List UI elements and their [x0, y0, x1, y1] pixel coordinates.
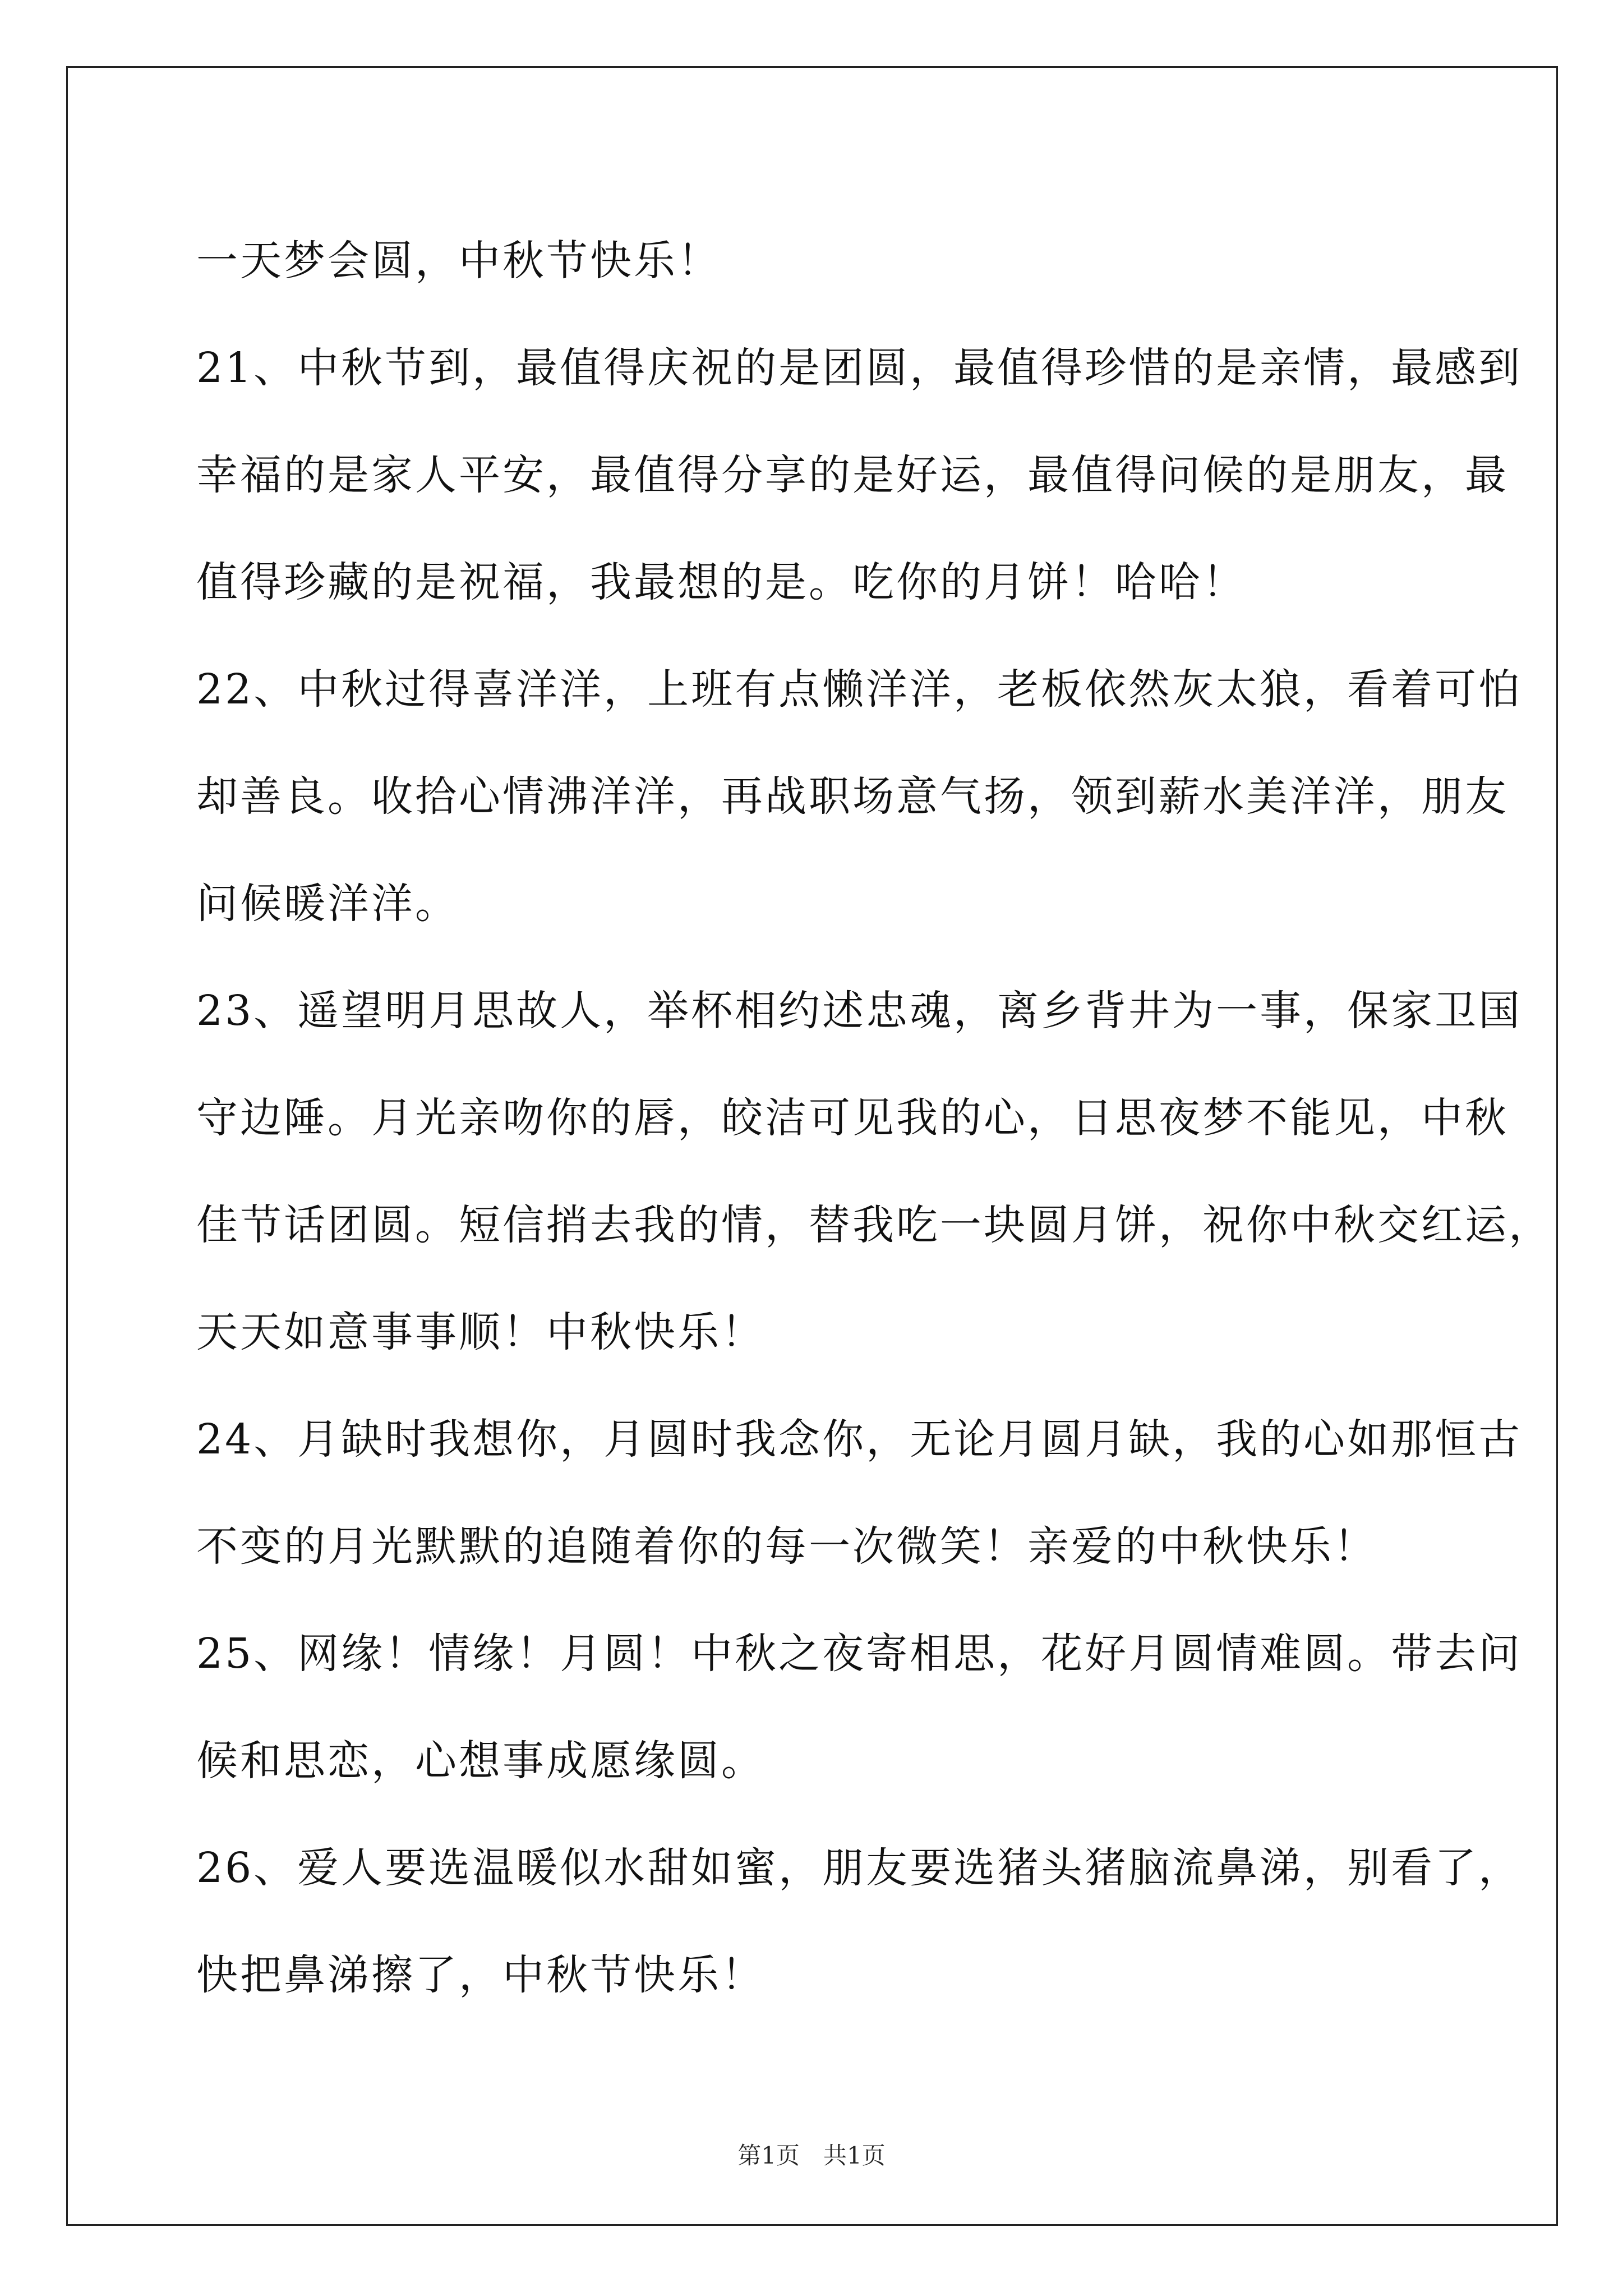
text-line: 26、爱人要选温暖似水甜如蜜，朋友要选猪头猪脑流鼻涕，别看了，	[196, 1844, 1523, 1892]
text-line: 却善良。收拾心情沸洋洋，再战职场意气扬，领到薪水美洋洋，朋友	[196, 772, 1509, 821]
document-body	[196, 208, 1552, 2029]
text-line: 候和思恋，心想事成愿缘圆。	[196, 1737, 765, 1785]
text-line: 不变的月光默默的追随着你的每一次微笑！亲爱的中秋快乐！	[196, 1522, 1377, 1571]
text-line: 22、中秋过得喜洋洋，上班有点懒洋洋，老板依然灰太狼，看着可怕	[196, 665, 1523, 714]
text-line: 快把鼻涕擦了，中秋节快乐！	[196, 1951, 765, 1999]
page-footer: 第1页 共1页	[737, 2142, 886, 2169]
text-line: 幸福的是家人平安，最值得分享的是好运，最值得问候的是朋友，最	[196, 451, 1509, 499]
text-line: 值得珍藏的是祝福，我最想的是。吃你的月饼！哈哈！	[196, 558, 1246, 606]
text-line: 天天如意事事顺！中秋快乐！	[196, 1308, 765, 1356]
text-line: 佳节话团圆。短信捎去我的情，替我吃一块圆月饼，祝你中秋交红运，	[196, 1201, 1552, 1249]
text-line: 24、月缺时我想你，月圆时我念你，无论月圆月缺，我的心如那恒古	[196, 1415, 1523, 1464]
text-line: 守边陲。月光亲吻你的唇，皎洁可见我的心，日思夜梦不能见，中秋	[196, 1094, 1509, 1142]
text-line: 23、遥望明月思故人，举杯相约述忠魂，离乡背井为一事，保家卫国	[196, 987, 1523, 1035]
text-line: 一天梦会圆，中秋节快乐！	[196, 237, 721, 285]
text-line: 25、网缘！情缘！月圆！中秋之夜寄相思，花好月圆情难圆。带去问	[196, 1630, 1523, 1678]
text-line: 问候暖洋洋。	[196, 880, 459, 928]
text-line: 21、中秋节到，最值得庆祝的是团圆，最值得珍惜的是亲情，最感到	[196, 344, 1523, 392]
